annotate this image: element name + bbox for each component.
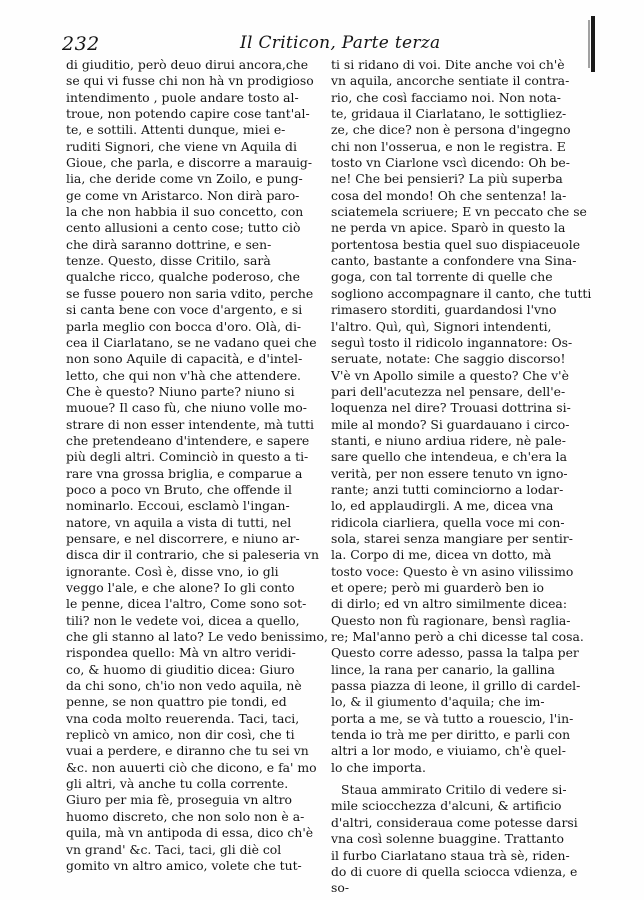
text-line: vna così solenne buaggine. Trattanto — [331, 831, 564, 847]
left-text-column — [66, 57, 331, 874]
text-line: replicò vn amico, non dir così, che ti — [66, 727, 295, 743]
text-line: veggo l'ale, e che alone? Io gli conto — [66, 580, 295, 595]
text-line: V'è vn Apollo simile a questo? Che v'è — [331, 367, 569, 383]
text-line: lo, ed applaudirgli. A me, dicea vna — [331, 498, 554, 514]
text-line: lia, che deride come vn Zoilo, e pung- — [66, 171, 303, 187]
text-line: vna coda molto reuerenda. Taci, taci, — [66, 710, 300, 726]
text-line: natore, vn aquila a vista di tutti, nel — [66, 514, 292, 530]
text-line: d'altri, consideraua come potesse darsi — [331, 814, 578, 830]
text-line: più degli altri. Cominciò in questo a ti- — [66, 449, 309, 465]
text-line: sciatemela scriuere; E vn peccato che se — [331, 204, 587, 220]
text-line: ze, che dice? non è persona d'ingegno — [331, 122, 571, 138]
text-line: vn aquila, ancorche sentiate il contra- — [331, 73, 570, 89]
text-line: che dirà saranno dottrine, e sen- — [66, 236, 272, 252]
text-line: pensare, e nel discorrere, e niuno ar- — [66, 530, 300, 546]
text-line: tenda io trà me per diritto, e parli con — [331, 727, 571, 743]
text-line: mile al mondo? Si guardauano i circo- — [331, 416, 570, 432]
text-line: quila, mà vn antipoda di essa, dico ch'è — [66, 825, 314, 841]
text-line: goga, con tal torrente di quelle che — [331, 269, 553, 285]
text-line: rimasero storditi, guardandosi l'vno — [331, 302, 557, 318]
text-line: rispondea quello: Mà vn altro veridi- — [66, 645, 296, 661]
text-line: verità, per non essere tenuto vn igno- — [331, 465, 568, 481]
text-line: intendimento , puole andare tosto al- — [66, 89, 299, 105]
text-line: nominarlo. Eccoui, esclamò l'ingan- — [66, 498, 290, 514]
text-line: ne perda vn apice. Sparò in questo la — [331, 220, 566, 236]
text-line: canto, bastante a confondere vna Sina- — [331, 253, 577, 269]
text-line: letto, che qui non v'hà che attendere. — [66, 367, 301, 383]
text-line: ruditi Signori, che viene vn Aquila di — [66, 138, 297, 154]
text-line: vuai a perdere, e diranno che tu sei vn — [66, 743, 309, 759]
text-line: muoue? Il caso fù, che niuno volle mo- — [66, 400, 307, 416]
text-line: che gli stanno al lato? Le vedo benissimo, — [66, 629, 328, 645]
text-line: lo, & il giumento d'aquila; che im- — [331, 694, 545, 710]
text-line: da chi sono, ch'io non vedo aquila, nè — [66, 678, 302, 694]
text-line: portentosa bestia quel suo dispiaceuole — [331, 236, 581, 252]
text-line: se fusse pouero non saria vdito, perche — [66, 285, 314, 301]
text-line: se qui vi fusse chi non hà vn prodigioso — [66, 73, 314, 89]
text-line: do di cuore di quella sciocca vdienza, e — [331, 863, 578, 879]
right-text-column — [331, 57, 596, 897]
text-line: poco a poco vn Bruto, che offende il — [66, 481, 292, 497]
text-line: Giuro per mia fè, proseguia vn altro — [66, 792, 292, 808]
text-line: cosa del mondo! Oh che sentenza! la- — [331, 187, 567, 203]
text-line: gli altri, và anche tu colla corrente. — [66, 776, 289, 792]
text-line: seruate, notate: Che saggio discorso! — [331, 351, 566, 367]
text-line: passa piazza di leone, il grillo di cardel- — [331, 678, 581, 694]
text-line: Questo corre adesso, passa la talpa per — [331, 645, 579, 661]
text-line: ignorante. Così è, disse vno, io gli — [66, 563, 279, 579]
text-line: cea il Ciarlatano, se ne vadano quei che — [66, 334, 317, 350]
text-line: chi non l'osserua, e non le registra. E — [331, 138, 566, 154]
text-line: tosto voce: Questo è vn asino vilissimo — [331, 563, 574, 579]
page-number: 232 — [62, 33, 100, 55]
text-line: lince, la rana per canario, la gallina — [331, 661, 555, 677]
text-line: porta a me, se và tutto a rouescio, l'in- — [331, 710, 574, 726]
running-head: Il Criticon, Parte terza — [240, 33, 441, 53]
text-line: la che non habbia il suo concetto, con — [66, 204, 304, 220]
text-line: &c. non auuerti ciò che dicono, e fa' mo — [66, 759, 317, 775]
text-line: te, e sottili. Attenti dunque, miei e- — [66, 122, 286, 138]
text-line: vn grand' &c. Taci, taci, gli diè col — [66, 841, 282, 857]
text-line: mile sciocchezza d'alcuni, & artificio — [331, 798, 562, 814]
text-line: lo che importa. — [331, 759, 426, 775]
text-line: tosto vn Ciarlone vscì dicendo: Oh be- — [331, 155, 570, 171]
text-line: so- — [331, 880, 350, 896]
text-line: che pretendeano d'intendere, e sapere — [66, 432, 310, 448]
text-line: troue, non potendo capire cose tant'al- — [66, 106, 310, 122]
text-line: sola, starei senza mangiare per sentir- — [331, 530, 573, 546]
text-line: rio, che così facciamo noi. Non nota- — [331, 89, 561, 105]
text-line: non sono Aquile di capacità, e d'intel- — [66, 351, 303, 367]
text-line: ge come vn Aristarco. Non dirà paro- — [66, 187, 300, 203]
text-line: parla meglio con bocca d'oro. Olà, di- — [66, 318, 302, 334]
text-line: loquenza nel dire? Trouasi dottrina si- — [331, 400, 571, 416]
text-line: tenze. Questo, disse Critilo, sarà — [66, 253, 271, 269]
text-line: gomito vn altro amico, volete che tut- — [66, 857, 302, 873]
text-line: pari dell'acutezza nel pensare, dell'e- — [331, 383, 566, 399]
text-line: penne, se non quattro pie tondi, ed — [66, 694, 287, 710]
text-line: ridicola ciarliera, quella voce mi con- — [331, 514, 565, 530]
text-line: le penne, dicea l'altro, Come sono sot- — [66, 596, 307, 612]
text-line: seguì tosto il ridicolo ingannatore: Os- — [331, 334, 573, 350]
text-line: cento allusioni a cento cose; tutto ciò — [66, 220, 301, 236]
text-line: te, gridaua il Ciarlatano, le sottigliez- — [331, 106, 567, 122]
text-line: di giuditio, però deuo dirui ancora,che — [66, 57, 309, 72]
text-line: huomo discreto, che non solo non è a- — [66, 808, 305, 824]
text-line: Questo non fù ragionare, bensì raglia- — [331, 612, 571, 628]
text-line: co, & huomo di giuditio dicea: Giuro — [66, 661, 295, 677]
text-line: qualche ricco, qualche poderoso, che — [66, 269, 300, 285]
text-line: ti si ridano di voi. Dite anche voi ch'è — [331, 57, 565, 72]
text-line: Staua ammirato Critilo di vedere si- — [341, 782, 567, 798]
text-line: rare vna grossa briglia, e comparue a — [66, 465, 303, 481]
text-line: di dirlo; ed vn altro similmente dicea: — [331, 596, 567, 612]
text-line: re; Mal'anno però a chi dicesse tal cosa. — [331, 629, 584, 645]
text-line: rante; anzi tutti cominciorno a lodar- — [331, 481, 564, 497]
text-line: il furbo Ciarlatano staua trà sè, riden- — [331, 847, 570, 863]
text-line: Gioue, che parla, e discorre a marauig- — [66, 155, 313, 171]
text-line: si canta bene con voce d'argento, e si — [66, 302, 303, 318]
text-line: tili? non le vedete voi, dicea a quello, — [66, 612, 300, 628]
text-line: Che è questo? Niuno parte? niuno si — [66, 383, 295, 399]
text-line: disca dir il contrario, che si paleseria vn — [66, 547, 319, 563]
text-line: ne! Che bei pensieri? La più superba — [331, 171, 563, 187]
text-line: la. Corpo di me, dicea vn dotto, mà — [331, 547, 552, 563]
text-line: l'altro. Quì, quì, Signori intendenti, — [331, 318, 552, 334]
text-line: stanti, e niuno ardiua ridere, nè pale- — [331, 432, 566, 448]
text-line: et opere; però mi guarderò ben io — [331, 580, 544, 595]
text-line: sare quello che intendeua, e ch'era la — [331, 449, 567, 465]
text-line: altri a lor modo, e viuiamo, ch'è quel- — [331, 743, 566, 759]
text-line: sogliono accompagnare il canto, che tutti — [331, 285, 592, 301]
text-line: strare di non esser intendente, mà tutti — [66, 416, 314, 432]
